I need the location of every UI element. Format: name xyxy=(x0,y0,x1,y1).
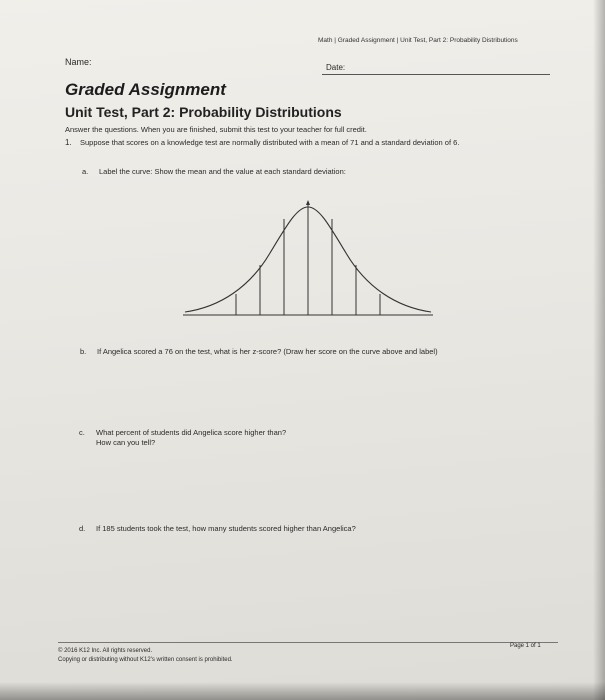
footer-divider xyxy=(58,642,558,643)
mean-arrow-icon xyxy=(306,200,310,205)
page-subtitle: Unit Test, Part 2: Probability Distributions xyxy=(65,104,342,120)
date-label: Date: xyxy=(326,63,346,72)
normal-curve-diagram xyxy=(175,195,440,320)
header-breadcrumb: Math | Graded Assignment | Unit Test, Part 2: Probability Distributions xyxy=(318,37,518,44)
page-bottom-shadow xyxy=(0,682,605,700)
part-b-letter: b. xyxy=(80,347,87,356)
instructions: Answer the questions. When you are finished, submit this test to your teacher for full credit. xyxy=(65,125,367,134)
page-edge-shadow xyxy=(593,0,605,700)
part-c-text: What percent of students did Angelica score higher than? xyxy=(96,428,287,437)
part-d-text: If 185 students took the test, how many students scored higher than Angelica? xyxy=(96,524,356,533)
question-1-text: Suppose that scores on a knowledge test are normally distributed with a mean of 71 and a standard deviation of 6. xyxy=(80,138,460,147)
part-c-subtext: How can you tell? xyxy=(96,438,156,447)
part-d-letter: d. xyxy=(79,524,86,533)
question-1-number: 1. xyxy=(65,138,72,147)
part-c-letter: c. xyxy=(79,428,85,437)
part-a-letter: a. xyxy=(82,167,89,176)
part-b-text: If Angelica scored a 76 on the test, what is her z-score? (Draw her score on the curve above and label) xyxy=(97,347,438,356)
footer-copyright: © 2016 K12 Inc. All rights reserved. xyxy=(58,648,153,654)
part-a-text: Label the curve: Show the mean and the value at each standard deviation: xyxy=(99,167,346,176)
name-label: Name: xyxy=(65,57,92,67)
footer-copying-notice: Copying or distributing without K12's written consent is prohibited. xyxy=(58,657,233,663)
footer-page-number: Page 1 of 1 xyxy=(510,643,541,649)
date-underline xyxy=(322,74,550,75)
page-title: Graded Assignment xyxy=(65,80,226,99)
